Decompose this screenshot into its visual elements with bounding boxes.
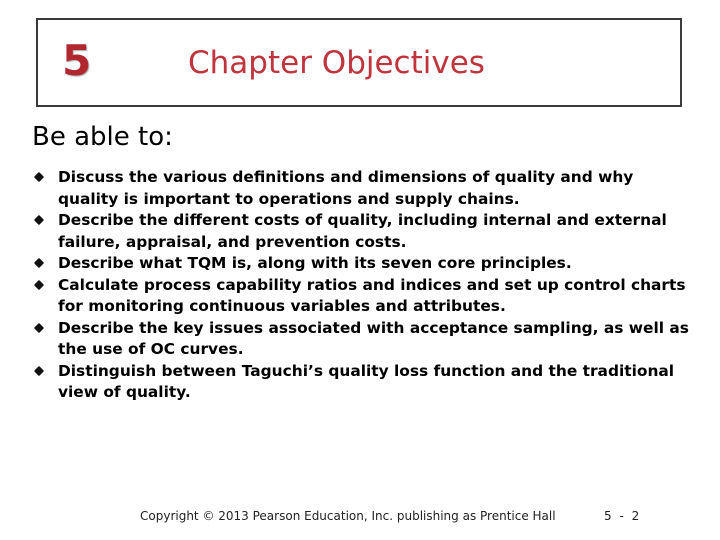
slide-number: 5 - 2 — [604, 509, 642, 523]
square-bullet-icon — [34, 258, 44, 268]
header-box — [36, 18, 682, 107]
objective-item — [34, 318, 694, 361]
objective-item — [34, 361, 694, 404]
square-bullet-icon — [34, 215, 44, 225]
objective-item — [34, 210, 694, 253]
footer — [0, 505, 720, 527]
square-bullet-icon — [34, 172, 44, 182]
objective-text: Describe the key issues associated with acceptance sampling, as well as the use of OC curves. — [58, 318, 689, 358]
square-bullet-icon — [34, 280, 44, 290]
page-title: Chapter Objectives — [188, 45, 485, 81]
objective-item — [34, 253, 694, 275]
objective-text: Discuss the various definitions and dimensions of quality and why quality is important to operations and supply chains. — [58, 168, 634, 208]
objective-item — [34, 275, 694, 318]
intro-heading: Be able to: — [32, 122, 173, 152]
copyright-text: Copyright © 2013 Pearson Education, Inc. publishing as Prentice Hall — [140, 509, 556, 523]
objective-text: Describe the different costs of quality, including internal and external failure, appraisal, and prevention costs. — [58, 211, 667, 251]
objectives-list — [34, 167, 694, 404]
objective-text: Calculate process capability ratios and indices and set up control charts for monitoring continuous variables and attributes. — [58, 275, 686, 315]
square-bullet-icon — [34, 323, 44, 333]
square-bullet-icon — [34, 366, 44, 376]
objective-text: Describe what TQM is, along with its seven core principles. — [58, 254, 572, 272]
objective-item — [34, 167, 694, 210]
chapter-number: 5 — [62, 36, 92, 85]
objective-text: Distinguish between Taguchi’s quality loss function and the traditional view of quality. — [58, 361, 675, 401]
